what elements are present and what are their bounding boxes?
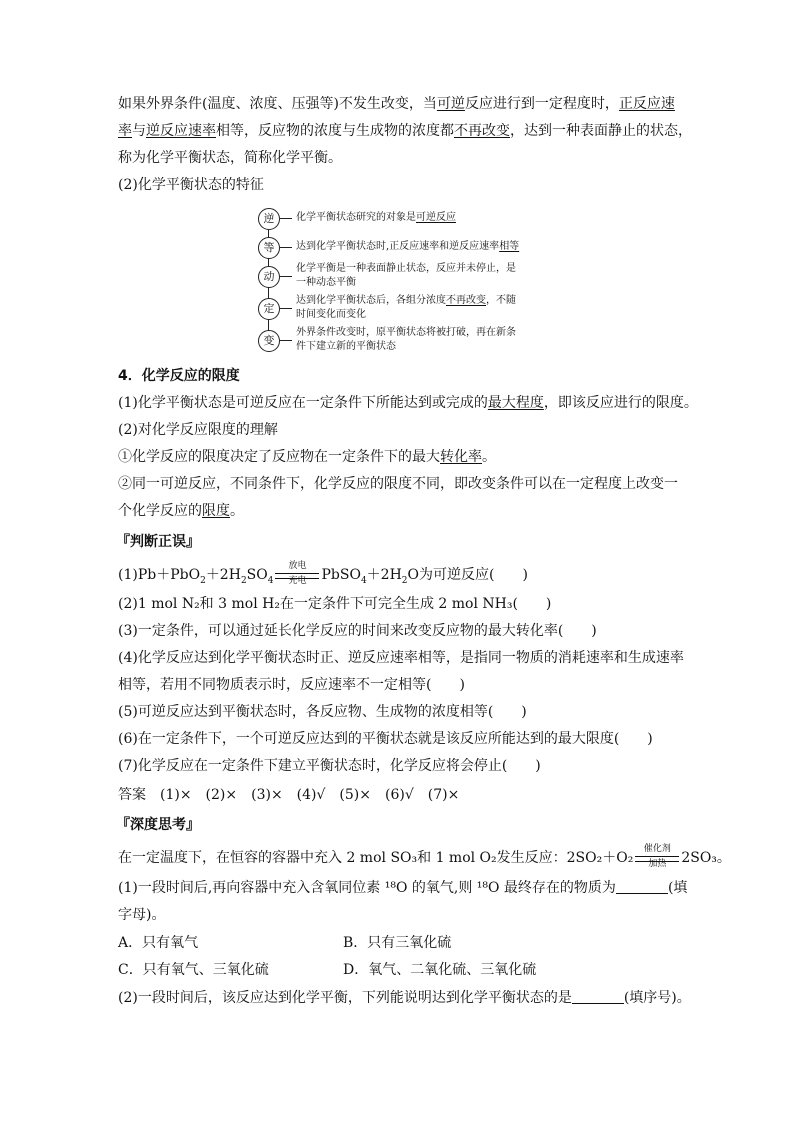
reversible-arrow: 催化剂 加热 (633, 848, 681, 868)
underlined-term: 不再改变 (454, 123, 510, 139)
answer-blank[interactable] (616, 879, 668, 894)
feature-char: 变 (258, 330, 280, 352)
underlined-term: 限度 (202, 503, 230, 519)
paragraph-line: (1)化学平衡状态是可逆反应在一定条件下所能达到或完成的最大程度，即该反应进行的限度。 (118, 395, 698, 411)
think-title: 『深度思考』 (116, 817, 200, 833)
underlined-term: 转化率 (440, 449, 482, 465)
underlined-term: 最大程度 (487, 395, 544, 411)
underlined-term: 逆反应速率 (146, 123, 216, 139)
feature-text: 外界条件改变时，原平衡状态将被打破，再在新条 件下建立新的平衡状态 (296, 327, 516, 352)
paragraph-line (118, 94, 675, 114)
judge-title: 『判断正误』 (116, 534, 200, 550)
reversible-arrow: 放电 充电 (273, 565, 321, 585)
think-intro: 在一定温度下，在恒容的容器中充入 2 mol SO₃和 1 mol O₂发生反应：2SO₂＋O₂ 催化剂 加热 2SO₃。 (118, 844, 731, 869)
option-c: C．只有氧气、三氧化硫 (118, 962, 269, 978)
section-title: 4．化学反应的限度 (118, 368, 240, 384)
paragraph-line: 个化学反应的限度。 (118, 503, 244, 519)
think-q1: (1)一段时间后,再向容器中充入含氧同位素 ¹⁸O 的氧气,则 ¹⁸O 最终存在的物质为 (填 (118, 880, 688, 896)
feature-text: 化学平衡状态研究的对象是可逆反应 (296, 212, 456, 223)
answer-line: 答案 (1)× (2)× (3)× (4)√ (5)× (6)√ (7)× (118, 787, 460, 803)
connector (280, 218, 292, 219)
option-a: A．只有氧气 (118, 935, 199, 951)
feature-text: 化学平衡是一种表面静止状态，反应并未停止，是 一种动态平衡 (296, 263, 516, 288)
connector (280, 247, 292, 248)
paragraph-line: (2)对化学反应限度的理解 (118, 422, 278, 438)
think-q1-cont: 字母)。 (118, 907, 166, 923)
feature-char: 等 (258, 237, 280, 259)
connector (280, 276, 292, 277)
connector (280, 308, 292, 309)
text: 如果外界条件(温度、浓度、压强等)不发生改变，当 (118, 96, 437, 112)
feature-char: 动 (258, 266, 280, 288)
question-6: (6)在一定条件下，一个可逆反应达到的平衡状态就是该反应所能达到的最大限度( ) (118, 731, 653, 747)
feature-char: 逆 (258, 208, 280, 230)
underlined-term: 率 (118, 123, 132, 139)
connector (280, 340, 292, 341)
section-heading: (2)化学平衡状态的特征 (118, 177, 264, 193)
answer-blank[interactable] (572, 989, 624, 1004)
paragraph-line: ②同一可逆反应，不同条件下，化学反应的限度不同，即改变条件可以在一定程度上改变一 (118, 476, 678, 492)
text: ，达到一种表面静止的状态， (510, 123, 692, 139)
think-q2: (2)一段时间后，该反应达到化学平衡，下列能说明达到化学平衡状态的是 (填序号)。 (118, 990, 691, 1006)
question-1: $(1)Pb+PbO_2+2H_2SO_4$ 放电 充电 $PbSO_4+2H_2O$为可逆反应( ) (118, 561, 528, 586)
feature-text: 达到化学平衡状态后，各组分浓度不再改变，不随 时间变化而变化 (296, 295, 516, 320)
option-b: B．只有三氧化硫 (343, 935, 452, 951)
text: 与 (132, 123, 146, 139)
underlined-term: 正反应速 (618, 96, 675, 112)
option-d: D．氧气、二氧化硫、三氧化硫 (343, 962, 537, 978)
question-4: (4)化学反应达到化学平衡状态时正、逆反应速率相等，是指同一物质的消耗速率和生成速率 (118, 650, 684, 666)
feature-text: 达到化学平衡状态时,正反应速率和逆反应速率相等 (296, 241, 520, 252)
feature-char: 定 (258, 298, 280, 320)
question-7: (7)化学反应在一定条件下建立平衡状态时，化学反应将会停止( ) (118, 758, 541, 774)
question-5: (5)可逆反应达到平衡状态时，各反应物、生成物的浓度相等( ) (118, 704, 527, 720)
underlined-term: 可逆 (436, 96, 465, 112)
question-4-cont: 相等，若用不同物质表示时，反应速率不一定相等( ) (118, 677, 465, 693)
paragraph-line: 称为化学平衡状态，简称化学平衡。 (118, 150, 342, 166)
question-2: (2)1 mol N₂和 3 mol H₂在一定条件下可完全生成 2 mol NH₃( ) (118, 596, 552, 612)
text: 相等，反应物的浓度与生成物的浓度都 (216, 123, 454, 139)
paragraph-line (118, 121, 692, 141)
question-3: (3)一定条件，可以通过延长化学反应的时间来改变反应物的最大转化率( ) (118, 623, 597, 639)
paragraph-line: ①化学反应的限度决定了反应物在一定条件下的最大转化率。 (118, 449, 496, 465)
text: 反应进行到一定程度时， (464, 96, 619, 112)
